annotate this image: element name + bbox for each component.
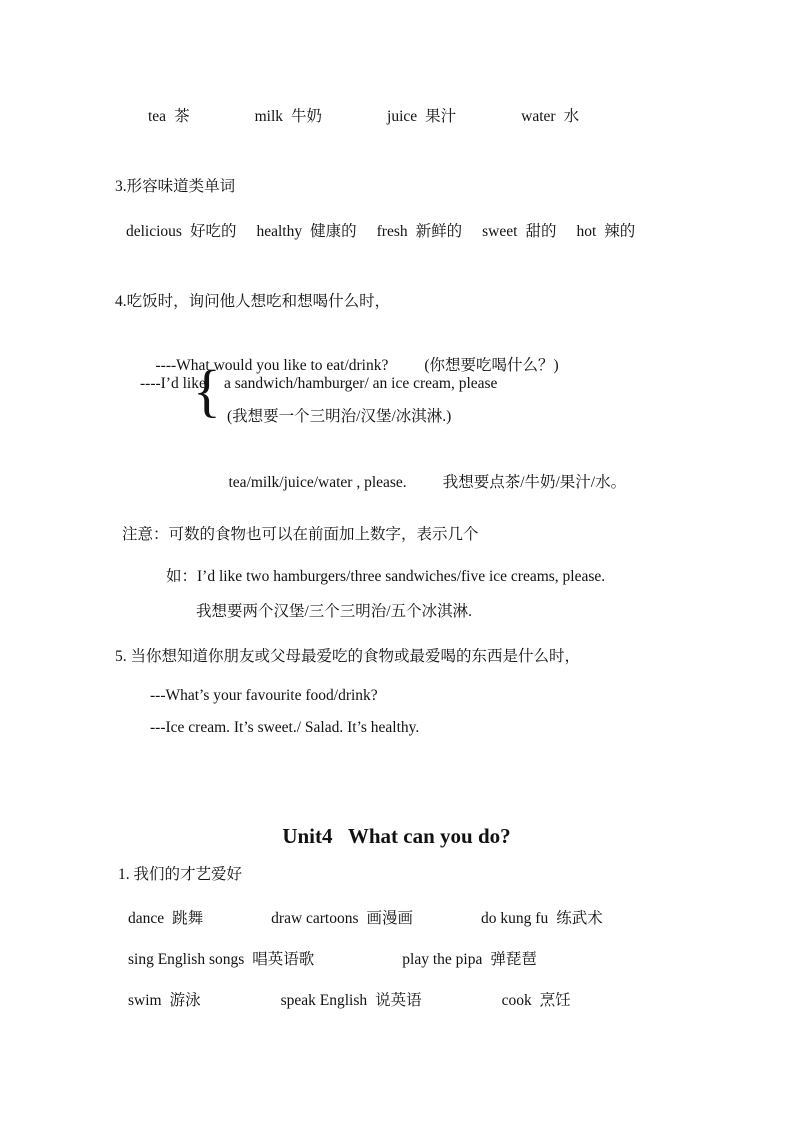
vocab-cn: 茶	[174, 108, 190, 125]
drinks-vocab-row	[148, 107, 579, 126]
vocab-pair-healthy	[256, 222, 356, 241]
section4-note: 注意：可数的食物也可以在前面加上数字，表示几个	[122, 526, 479, 543]
vocab-cn: 唱英语歌	[252, 951, 315, 968]
section4-note-example-en: 如：I’d like two hamburgers/three sandwiches/five ice creams, please.	[166, 568, 606, 585]
vocab-pair-juice	[387, 107, 456, 126]
vocab-en: swim	[128, 992, 162, 1009]
vocab-cn: 烹饪	[539, 992, 571, 1009]
vocab-pair-tea	[148, 107, 190, 126]
section4-option1-cn: (我想要一个三明治/汉堡/冰淇淋.)	[227, 408, 452, 425]
vocab-en: hot	[576, 223, 597, 240]
section4-note-example-cn: 我想要两个汉堡/三个三明治/五个冰淇淋.	[196, 603, 472, 620]
vocab-en: fresh	[376, 223, 408, 240]
vocab-en: healthy	[256, 223, 303, 240]
vocab-pair-hot	[576, 222, 635, 241]
vocab-pair-play-the-pipa	[402, 950, 537, 969]
section5-heading: 5. 当你想知道你朋友或父母最爱吃的食物或最爱喝的东西是什么时，	[115, 648, 581, 665]
vocab-pair-cook	[502, 991, 571, 1010]
vocab-cn: 水	[563, 108, 580, 125]
vocab-cn: 健康的	[310, 223, 357, 240]
vocab-cn: 牛奶	[291, 108, 323, 125]
question-en: ----What would you like to eat/drink?	[155, 357, 389, 375]
vocab-cn: 辣的	[604, 223, 636, 240]
flavors-vocab-row	[126, 222, 635, 241]
vocab-en: cook	[501, 992, 532, 1009]
vocab-cn: 新鲜的	[415, 223, 463, 240]
question-cn: (你想要吃喝什么？)	[424, 357, 559, 375]
vocab-cn: 跳舞	[172, 910, 204, 927]
vocab-cn: 画漫画	[366, 910, 414, 927]
vocab-pair-fresh	[377, 222, 463, 241]
vocab-cn: 练武术	[556, 910, 603, 927]
vocab-en: play the pipa	[402, 951, 483, 968]
section4-heading: 4.吃饭时，询问他人想吃和想喝什么时，	[115, 293, 391, 310]
vocab-cn: 弹琵琶	[490, 951, 537, 968]
vocab-pair-draw-cartoons	[271, 909, 413, 928]
vocab-en: tea	[148, 108, 167, 125]
vocab-cn: 好吃的	[189, 223, 237, 240]
vocab-cn: 游泳	[169, 992, 201, 1009]
curly-brace: {	[193, 358, 221, 423]
vocab-cn: 甜的	[525, 223, 557, 240]
vocab-pair-water	[521, 107, 579, 126]
vocab-en: delicious	[126, 223, 182, 240]
vocab-en: sing English songs	[128, 951, 245, 968]
section5-answer: ---Ice cream. It’s sweet./ Salad. It’s healthy.	[150, 719, 420, 736]
section3-heading: 3.形容味道类单词	[115, 178, 236, 195]
vocab-en: draw cartoons	[271, 910, 359, 927]
vocab-cn: 说英语	[375, 992, 422, 1009]
section5-question: ---What’s your favourite food/drink?	[150, 687, 378, 704]
vocab-pair-do-kung-fu	[481, 909, 603, 928]
talents-row-3	[128, 991, 571, 1010]
vocab-pair-sing-english-songs	[128, 950, 314, 969]
vocab-en: speak English	[280, 992, 368, 1009]
option2-en: tea/milk/juice/water , please.	[228, 474, 407, 492]
vocab-en: sweet	[482, 223, 518, 240]
vocab-en: milk	[254, 108, 284, 125]
talents-row-2	[128, 950, 537, 969]
vocab-en: dance	[128, 910, 165, 927]
vocab-pair-dance	[128, 909, 203, 928]
unit4-title: Unit4 What can you do?	[282, 824, 511, 848]
vocab-cn: 果汁	[425, 108, 457, 125]
option2-cn: 我想要点茶/牛奶/果汁/水。	[442, 474, 627, 492]
section4-option1-en: a sandwich/hamburger/ an ice cream, please	[224, 375, 498, 392]
vocab-pair-swim	[128, 991, 201, 1010]
vocab-en: juice	[387, 108, 418, 125]
vocab-pair-delicious	[126, 222, 236, 241]
talents-row-1	[128, 909, 603, 928]
vocab-pair-milk	[255, 107, 322, 126]
vocab-en: water	[521, 108, 556, 125]
section4-option2	[213, 454, 626, 512]
vocab-pair-sweet	[482, 222, 556, 241]
vocab-pair-speak-english	[281, 991, 422, 1010]
section4-answer-prefix: ----I’d like	[140, 375, 206, 392]
unit4-section1-heading: 1. 我们的才艺爱好	[118, 866, 243, 883]
vocab-en: do kung fu	[481, 910, 549, 927]
